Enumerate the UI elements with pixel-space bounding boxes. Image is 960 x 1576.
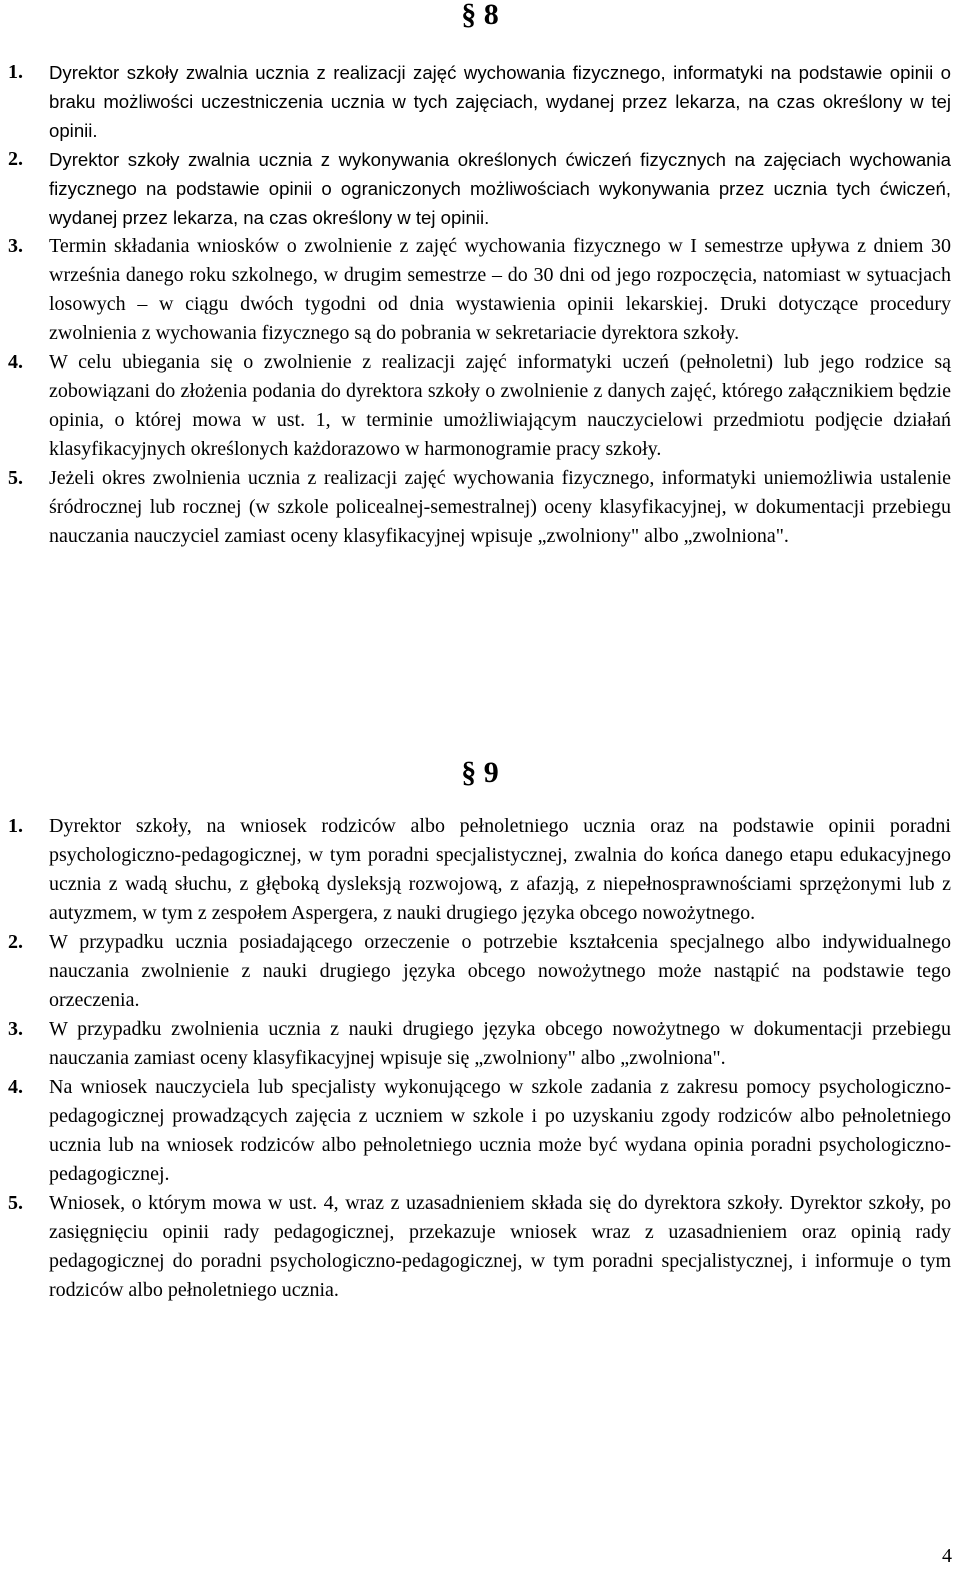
item-text: W celu ubiegania się o zwolnienie z realizacji zajęć informatyki uczeń (pełnoletni) lub jego rodzice są zobowiązani do złożenia podania do dyrektora szkoły o zwolnienie z danych zajęć, którego załącznikiem będzie opinia, o której mowa w ust. 1, w terminie umożliwiającym nauczycielowi przedmiotu podjęcie działań klasyfikacyjnych określonych każdorazowo w harmonogramie pracy szkoły. <box>49 351 951 460</box>
item-text: Dyrektor szkoły zwalnia ucznia z wykonywania określonych ćwiczeń fizycznych na zajęciach wychowania fizycznego na podstawie opinii o ograniczonych możliwościach wykonywania przez ucznia tych ćwiczeń, wydanej przez lekarza, na czas określony w tej opinii. <box>49 149 951 228</box>
section-8-heading: § 8 <box>461 0 499 31</box>
section-9-heading: § 9 <box>461 756 499 789</box>
item-text-part: Druki dotyczące procedury zwolnienia z wychowania fizycznego są do pobrania w sekretariacie dyrektora szkoły. <box>49 293 952 344</box>
item-number: 3. <box>8 235 23 257</box>
item-text: Dyrektor szkoły zwalnia ucznia z realizacji zajęć wychowania fizycznego, informatyki na podstawie opinii o braku możliwości uczestniczenia ucznia w tych zajęciach, wydanej przez lekarza, na czas określony w tej opinii. <box>49 62 951 141</box>
item-text: Dyrektor szkoły, na wniosek rodziców albo pełnoletniego ucznia oraz na podstawie opinii poradni psychologiczno-pedagogicznej, w tym poradni specjalistycznej, zwalnia do końca danego etapu edukacyjnego ucznia z wadą słuchu, z głęboką dysleksją rozwojową, z afazją, z niepełnosprawnościami sprzężonymi lub z autyzmem, w tym z zespołem Aspergera, z nauki drugiego języka obcego nowożytnego. <box>49 815 951 924</box>
list-item <box>0 928 960 1015</box>
section-9-list <box>0 812 960 1305</box>
item-text: W przypadku zwolnienia ucznia z nauki drugiego języka obcego nowożytnego w dokumentacji przebiegu nauczania zamiast oceny klasyfikacyjnej wpisuje się „zwolniony" albo „zwolniona". <box>49 1018 951 1069</box>
page-number: 4 <box>942 1545 952 1567</box>
item-number: 2. <box>8 931 23 953</box>
item-number: 1. <box>8 61 23 83</box>
item-text <box>49 232 951 348</box>
list-item <box>0 232 960 348</box>
item-text: Wniosek, o którym mowa w ust. 4, wraz z uzasadnieniem składa się do dyrektora szkoły. Dyrektor szkoły, po zasięgnięciu opinii rady pedagogicznej, przekazuje wniosek wraz z uzasadnieniem oraz opinią rady pedagogicznej do poradni psychologiczno-pedagogicznej, w tym poradni specjalistycznej, i informuje o tym rodziców albo pełnoletniego ucznia. <box>49 1192 951 1301</box>
list-item <box>0 1015 960 1073</box>
item-number: 4. <box>8 1076 23 1098</box>
item-number: 5. <box>8 467 23 489</box>
list-item <box>0 1073 960 1189</box>
section-8-list <box>0 58 960 551</box>
item-number: 4. <box>8 351 23 373</box>
list-item <box>0 145 960 232</box>
list-item <box>0 58 960 145</box>
item-number: 1. <box>8 815 23 837</box>
item-number: 3. <box>8 1018 23 1040</box>
item-text: Na wniosek nauczyciela lub specjalisty wykonującego w szkole zadania z zakresu pomocy psychologiczno-pedagogicznej prowadzących zajęcia z uczniem w szkole i po uzyskaniu zgody rodziców albo pełnoletniego ucznia lub na wniosek rodziców albo pełnoletniego ucznia może być wydana opinia poradni psychologiczno-pedagogicznej. <box>49 1076 951 1185</box>
item-number: 5. <box>8 1192 23 1214</box>
item-text-part: Termin składania wniosków o zwolnienie z zajęć wychowania fizycznego w I semestrze upływa z dniem 30 września danego roku szkolnego, w drugim semestrze – do 30 dni od jego rozpoczęcia, natomiast w sytuacjach losowych – w ciągu dwóch tygodni od dnia wystawienia opinii lekarskiej. <box>49 235 951 315</box>
list-item <box>0 348 960 464</box>
item-number: 2. <box>8 148 23 170</box>
list-item <box>0 1189 960 1305</box>
item-text: W przypadku ucznia posiadającego orzeczenie o potrzebie kształcenia specjalnego albo indywidualnego nauczania zwolnienie z nauki drugiego języka obcego nowożytnego może nastąpić na podstawie tego orzeczenia. <box>49 931 951 1011</box>
item-text: Jeżeli okres zwolnienia ucznia z realizacji zajęć wychowania fizycznego, informatyki uniemożliwia ustalenie śródrocznej lub rocznej (w szkole policealnej-semestralnej) oceny klasyfikacyjnej, w dokumentacji przebiegu nauczania nauczyciel zamiast oceny klasyfikacyjnej wpisuje „zwolniony" albo „zwolniona". <box>49 467 951 547</box>
list-item <box>0 464 960 551</box>
list-item <box>0 812 960 928</box>
